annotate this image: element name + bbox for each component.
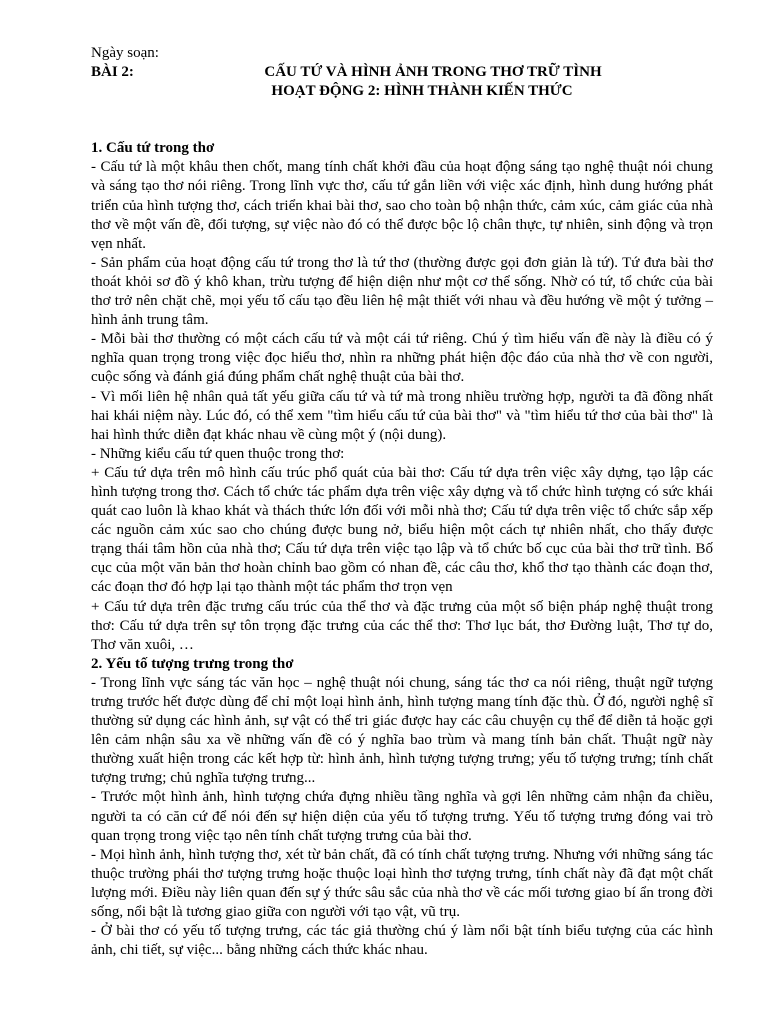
section-heading: 2. Yếu tố tượng trưng trong thơ bbox=[91, 655, 294, 672]
date-label: Ngày soạn: bbox=[91, 45, 159, 61]
lesson-title: CẤU TỨ VÀ HÌNH ẢNH TRONG THƠ TRỮ TÌNH bbox=[264, 64, 602, 81]
spacer bbox=[91, 101, 713, 139]
paragraph: - Những kiểu cấu tứ quen thuộc trong thơ: bbox=[91, 445, 345, 462]
paragraph: - Sản phẩm của hoạt động cấu tứ trong thơ là tứ thơ (thường được gọi đơn giản là tứ). Tứ đưa bài thơ thoát khỏi sơ đồ ý khô khan, trừu tượng để hiện diện như một cơ thể sống. Nhờ có tứ, tổ chức của bài thơ trở nên chặt chẽ, mọi yếu tố cấu tạo đều liên hệ mật thiết với nhau và đều hướng về một ý tưởng – hình ảnh trung tâm. bbox=[91, 254, 713, 329]
paragraph: - Mọi hình ảnh, hình tượng thơ, xét từ bản chất, đã có tính chất tượng trưng. Nhưng với những sáng tác thuộc trường phái thơ tượng trưng hoặc thuộc loại hình thơ tượng trưng, tính chất này đã đạt một chất lượng mới. Điều này liên quan đến sự ý thức sâu sắc của nhà thơ về các mối tương giao bí ẩn trong đời sống, nổi bật là tương giao giữa con người với tạo vật, vũ trụ. bbox=[91, 846, 713, 921]
section-tuong-trung bbox=[91, 655, 713, 961]
paragraph: + Cấu tứ dựa trên mô hình cấu trúc phổ quát của bài thơ: Cấu tứ dựa trên việc xây dựng, tạo lập các hình tượng trong thơ. Cách tổ chức tác phẩm dựa trên việc xây dựng và tổ chức hình tượng có sức khái quát cao luôn là khao khát và thách thức lớn đối với mỗi nhà thơ; Cấu tứ dựa trên việc tổ chức sắp xếp các nguồn cảm xúc sao cho chúng được bung nở, biểu hiện một cách tự nhiên nhất, cho thấy được trạng thái tâm hồn của nhà thơ; Cấu tứ dựa trên việc tạo lập và tổ chức bố cục của bài thơ trữ tình. Bố cục của một văn bản thơ hoàn chỉnh bao gồm có nhan đề, các câu thơ, khổ thơ tạo thành các đoạn thơ, các đoạn thơ đó hợp lại tạo thành một tác phẩm thơ trọn vẹn bbox=[91, 464, 713, 596]
paragraph: - Trong lĩnh vực sáng tác văn học – nghệ thuật nói chung, sáng tác thơ ca nói riêng, thuật ngữ tượng trưng trước hết được dùng để chỉ một loại hình ảnh, hình tượng mang tính đặc thù. Ở đó, người nghệ sĩ thường sử dụng các hình ảnh, sự vật có thể tri giác được hay các câu chuyện cụ thể để diễn tả hoặc gợi lên cảm nhận sâu xa về những vấn đề có ý nghĩa bao trùm và mang tính bản chất. Thuật ngữ này thường xuất hiện trong các kết hợp từ: hình ảnh, hình tượng tượng trưng; yếu tố tượng trưng; tính chất tượng trưng; chủ nghĩa tượng trưng... bbox=[91, 674, 713, 787]
lesson-number: BÀI 2: bbox=[91, 64, 134, 81]
paragraph: - Cấu tứ là một khâu then chốt, mang tính chất khởi đầu của hoạt động sáng tạo nghệ thuật nói chung và sáng tạo thơ nói riêng. Trong lĩnh vực thơ, cấu tứ gắn liền với việc xác định, hình dung hướng phát triển của hình tượng thơ, cách triển khai bài thơ, sao cho toàn bộ nhận thức, cảm xúc, cảm giác của nhà thơ về một vấn đề, đối tượng, sự việc nào đó có thể được bộc lộ chân thực, tự nhiên, sinh động và trọn vẹn nhất. bbox=[91, 159, 713, 252]
activity-title: HOẠT ĐỘNG 2: HÌNH THÀNH KIẾN THỨC bbox=[271, 83, 573, 100]
lesson-header bbox=[91, 63, 713, 82]
paragraph: + Cấu tứ dựa trên đặc trưng cấu trúc của thể thơ và đặc trưng của một số biện pháp nghệ thuật trong thơ: Cấu tứ dựa trên sự tôn trọng đặc trưng của các thể thơ: Thơ lục bát, thơ Đường luật, Thơ tự do, Thơ văn xuôi, … bbox=[91, 598, 713, 653]
section-cau-tu bbox=[91, 139, 713, 655]
paragraph: - Ở bài thơ có yếu tố tượng trưng, các tác giả thường chú ý làm nổi bật tính biểu tượng của các hình ảnh, chi tiết, sự việc... bằng những cách thức khác nhau. bbox=[91, 923, 713, 959]
section-heading: 1. Cấu tứ trong thơ bbox=[91, 140, 215, 157]
document-page bbox=[91, 44, 713, 960]
paragraph: - Vì mối liên hệ nhân quả tất yếu giữa cấu tứ và tứ mà trong nhiều trường hợp, người ta đã đồng nhất hai khái niệm này. Lúc đó, có thể xem "tìm hiểu cấu tứ của bài thơ" và "tìm hiểu tứ thơ của bài thơ" là hai hình thức diễn đạt khác nhau về cùng một ý (nội dung). bbox=[91, 388, 713, 443]
paragraph: - Trước một hình ảnh, hình tượng chứa đựng nhiều tầng nghĩa và gợi lên những cảm nhận đa chiều, người ta có căn cứ để nói đến sự hiện diện của yếu tố tượng trưng. Yếu tố tượng trưng đóng vai trò quan trọng trong việc tạo nên tính chất tượng trưng của bài thơ. bbox=[91, 789, 713, 844]
paragraph: - Mỗi bài thơ thường có một cách cấu tứ và một cái tứ riêng. Chú ý tìm hiểu vấn đề này là điều có ý nghĩa quan trọng trong việc đọc hiểu thơ, nhìn ra những phát hiện độc đáo của nhà thơ về con người, cuộc sống và đánh giá đúng phẩm chất nghệ thuật của bài thơ. bbox=[91, 331, 713, 386]
